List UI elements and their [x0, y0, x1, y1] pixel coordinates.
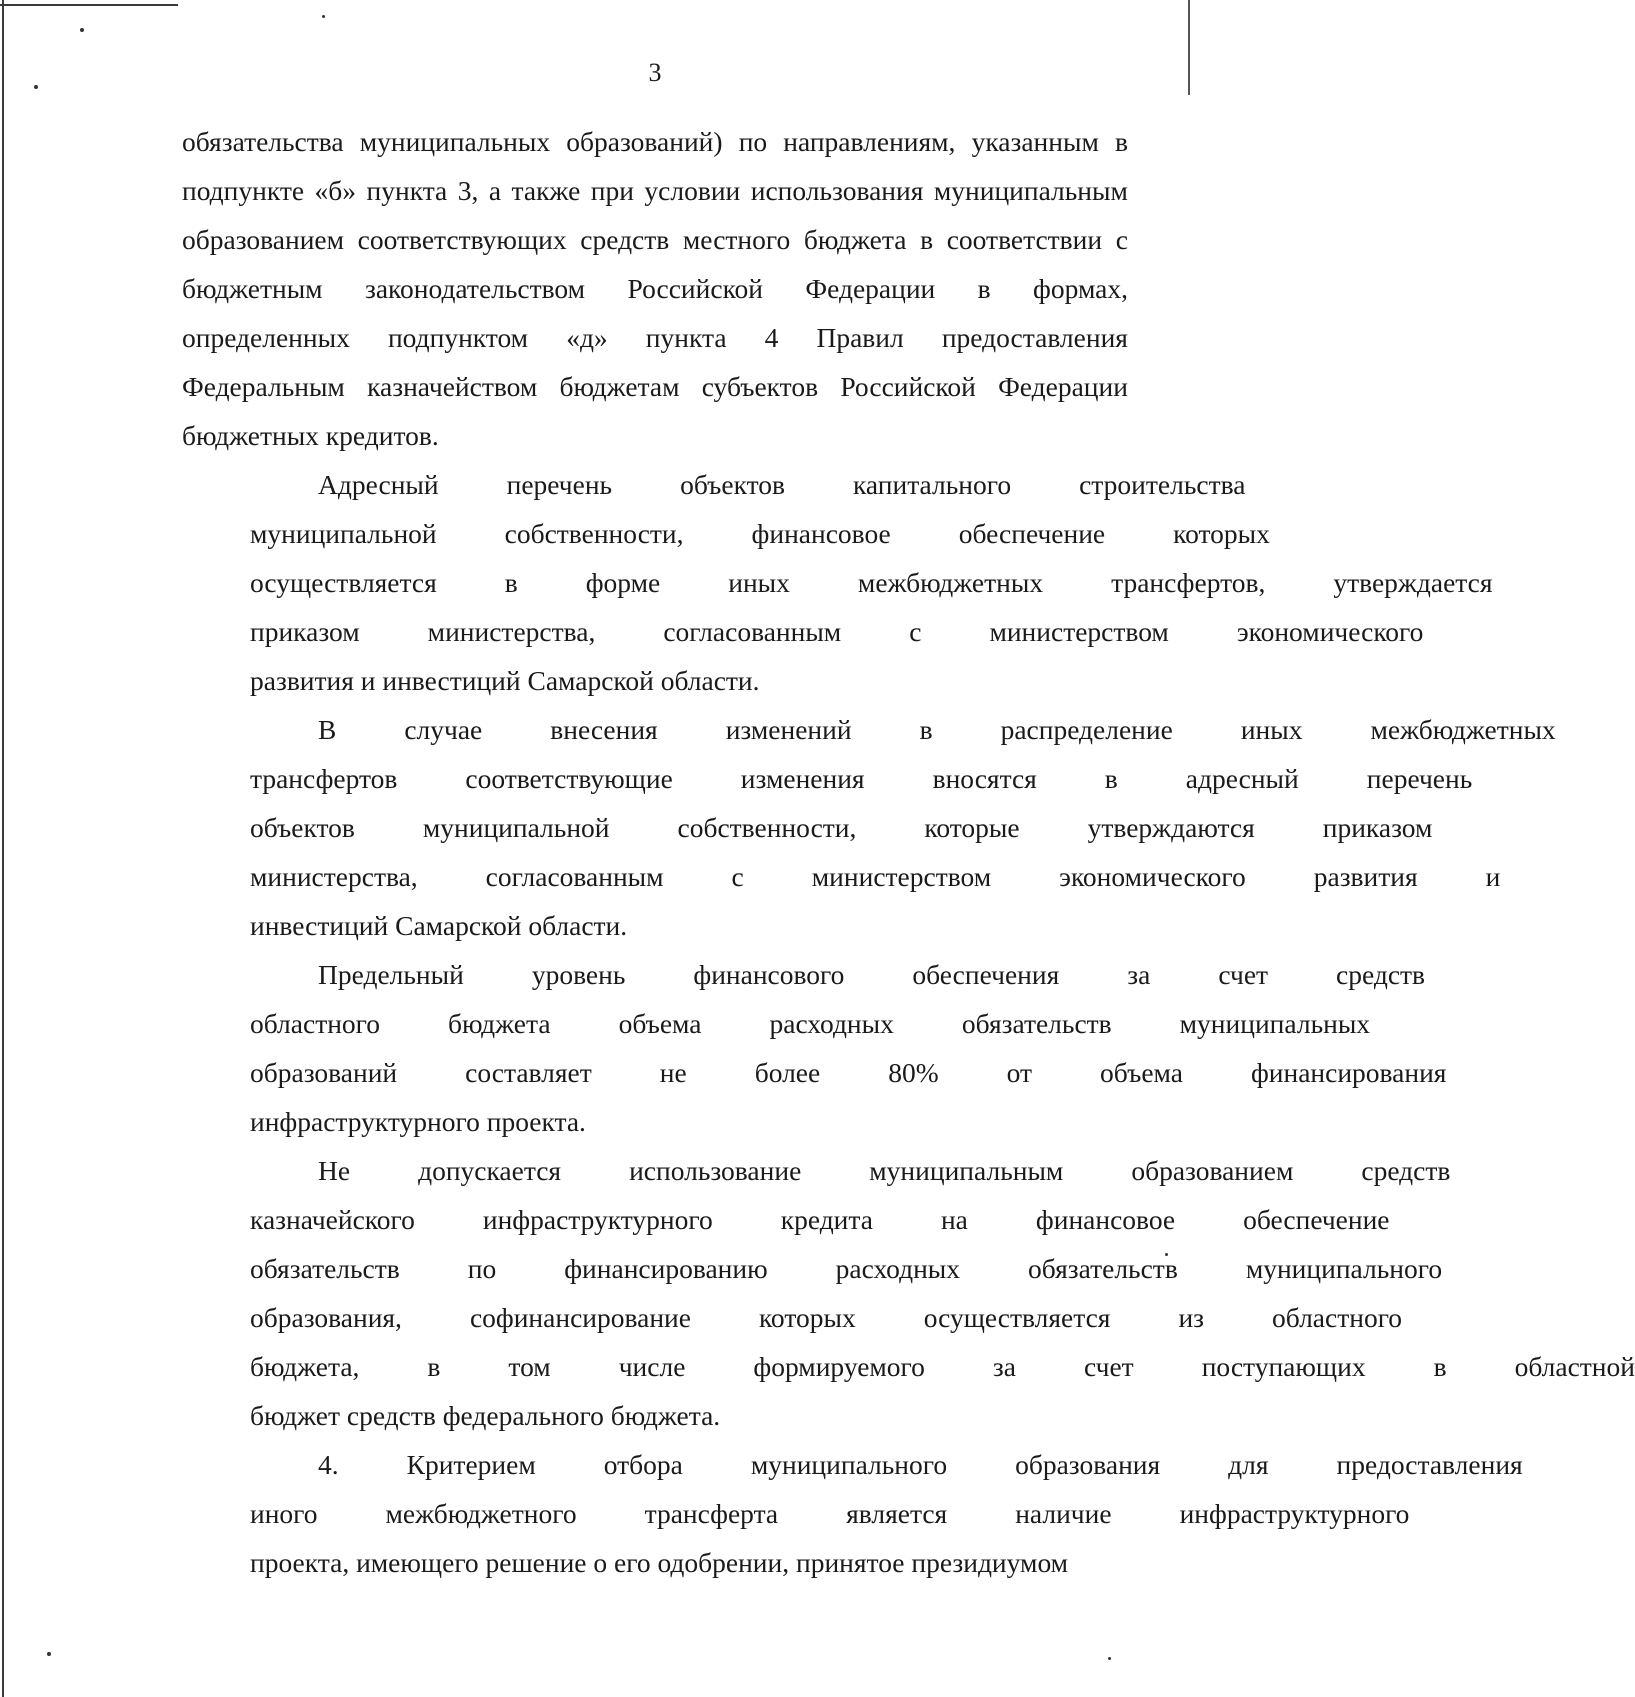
- text-line: иного межбюджетного трансферта является наличие инфраструктурного: [250, 1498, 1410, 1529]
- text-line: 4. Критерием отбора муниципального образования для предоставления: [318, 1449, 1523, 1480]
- text-line: муниципальной собственности, финансовое обеспечение которых: [250, 518, 1270, 549]
- text-line: областного бюджета объема расходных обязательств муниципальных: [250, 1008, 1371, 1039]
- text-line: определенных подпунктом «д» пункта 4 Правил предоставления: [182, 322, 1128, 353]
- text-line: Не допускается использование муниципальным образованием средств: [318, 1155, 1451, 1186]
- paragraph: [182, 705, 1556, 950]
- text-line: обязательств по финансированию расходных обязательств муниципального: [250, 1253, 1443, 1284]
- document-body: [182, 117, 1635, 1587]
- text-line: образования, софинансирование которых осуществляется из областного: [250, 1302, 1403, 1333]
- text-line: инвестиций Самарской области.: [250, 910, 628, 941]
- text-line: проекта, имеющего решение о его одобрении, принятое президиумом: [250, 1547, 1069, 1578]
- paragraph: [182, 460, 1493, 705]
- text-line: трансфертов соответствующие изменения вносятся в адресный перечень: [250, 763, 1473, 794]
- paragraph: [182, 1146, 1635, 1440]
- text-line: бюджета, в том числе формируемого за счет поступающих в областной: [250, 1351, 1635, 1382]
- text-line: развития и инвестиций Самарской области.: [250, 665, 760, 696]
- paragraph: [182, 950, 1447, 1146]
- text-line: казначейского инфраструктурного кредита на финансовое обеспечение: [250, 1204, 1390, 1235]
- text-line: В случае внесения изменений в распределение иных межбюджетных: [318, 714, 1556, 745]
- scan-edge-top: [0, 4, 178, 6]
- text-line: осуществляется в форме иных межбюджетных трансфертов, утверждается: [250, 567, 1493, 598]
- scan-edge-left: [2, 0, 4, 1697]
- text-line: Федеральным казначейством бюджетам субъектов Российской Федерации: [182, 371, 1128, 402]
- text-line: министерства, согласованным с министерством экономического развития и: [250, 861, 1501, 892]
- text-line: приказом министерства, согласованным с министерством экономического: [250, 616, 1424, 647]
- text-line: бюджетным законодательством Российской Федерации в формах,: [182, 273, 1128, 304]
- text-line: бюджет средств федерального бюджета.: [250, 1400, 721, 1431]
- text-line: инфраструктурного проекта.: [250, 1106, 586, 1137]
- text-line: бюджетных кредитов.: [182, 420, 439, 451]
- paragraph: [182, 117, 1128, 460]
- text-line: Адресный перечень объектов капитального строительства: [318, 469, 1246, 500]
- text-line: Предельный уровень финансового обеспечения за счет средств: [318, 959, 1426, 990]
- text-line: объектов муниципальной собственности, которые утверждаются приказом: [250, 812, 1433, 843]
- text-line: образований составляет не более 80% от объема финансирования: [250, 1057, 1447, 1088]
- page-number: 3: [648, 58, 662, 87]
- scan-speck: [1108, 1657, 1111, 1660]
- paragraph: [182, 1440, 1523, 1587]
- scan-speck: [47, 1652, 51, 1656]
- scan-speck: [322, 15, 325, 18]
- text-line: образованием соответствующих средств местного бюджета в соответствии с: [182, 224, 1128, 255]
- text-line: обязательства муниципальных образований) по направлениям, указанным в: [182, 126, 1128, 157]
- scan-speck: [80, 28, 84, 32]
- text-line: подпункте «б» пункта 3, а также при условии использования муниципальным: [182, 175, 1128, 206]
